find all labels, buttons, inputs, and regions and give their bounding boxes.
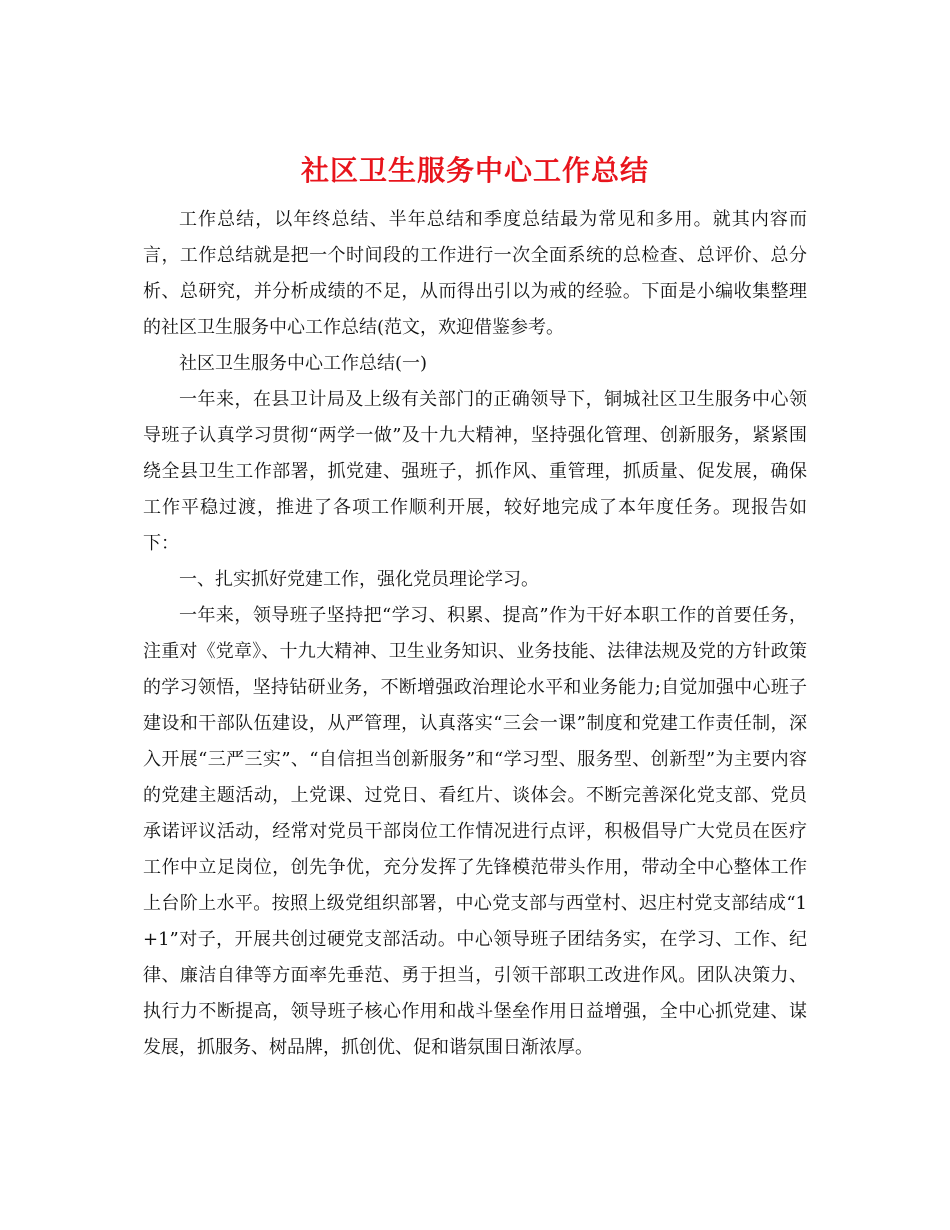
subsection-heading: 一、扎实抓好党建工作，强化党员理论学习。 [179, 569, 539, 590]
party-building-paragraph: 一年来，领导班子坚持把“学习、积累、提高”作为干好本职工作的首要任务，注重对《党章》、十九大精神、卫生业务知识、业务技能、法律法规及党的方针政策的学习领悟，坚持钻研业务，不断增强政治理论水平和业务能力;自觉加强中心班子建设和干部队伍建设，从严管理，认真落实“三会一课”制度和党建工作责任制，深入开展“三严三实”、“自信担当创新服务”和“学习型、服务型、创新型”为主要内容的党建主题活动，上党课、过党日、看红片、谈体会。不断完善深化党支部、党员承诺评议活动，经常对党员干部岗位工作情况进行点评，积极倡导广大党员在医疗工作中立足岗位，创先争优，充分发挥了先锋模范带头作用，带动全中心整体工作上台阶上水平。按照上级党组织部署，中心党支部与西堂村、迟庄村党支部结成“1+1”对子，开展共创过硬党支部活动。中心领导班子团结务实，在学习、工作、纪律、廉洁自律等方面率先垂范、勇于担当，引领干部职工改进作风。团队决策力、执行力不断提高，领导班子核心作用和战斗堡垒作用日益增强，全中心抓党建、谋发展，抓服务、树品牌，抓创优、促和谐氛围日渐浓厚。 [143, 605, 807, 1058]
document-title: 社区卫生服务中心工作总结 [300, 153, 649, 187]
opening-paragraph: 一年来，在县卫计局及上级有关部门的正确领导下，铜城社区卫生服务中心领导班子认真学习贯彻“两学一做”及十九大精神，坚持强化管理、创新服务，紧紧围绕全县卫生工作部署，抓党建、强班子，抓作风、重管理，抓质量、促发展，确保工作平稳过渡，推进了各项工作顺利开展，较好地完成了本年度任务。现报告如下： [143, 389, 807, 554]
document-body [143, 202, 807, 1066]
section-heading: 社区卫生服务中心工作总结(一) [179, 353, 428, 374]
intro-paragraph: 工作总结，以年终总结、半年总结和季度总结最为常见和多用。就其内容而言，工作总结就是把一个时间段的工作进行一次全面系统的总检查、总评价、总分析、总研究，并分析成绩的不足，从而得出引以为戒的经验。下面是小编收集整理的社区卫生服务中心工作总结(范文，欢迎借鉴参考。 [143, 209, 807, 338]
